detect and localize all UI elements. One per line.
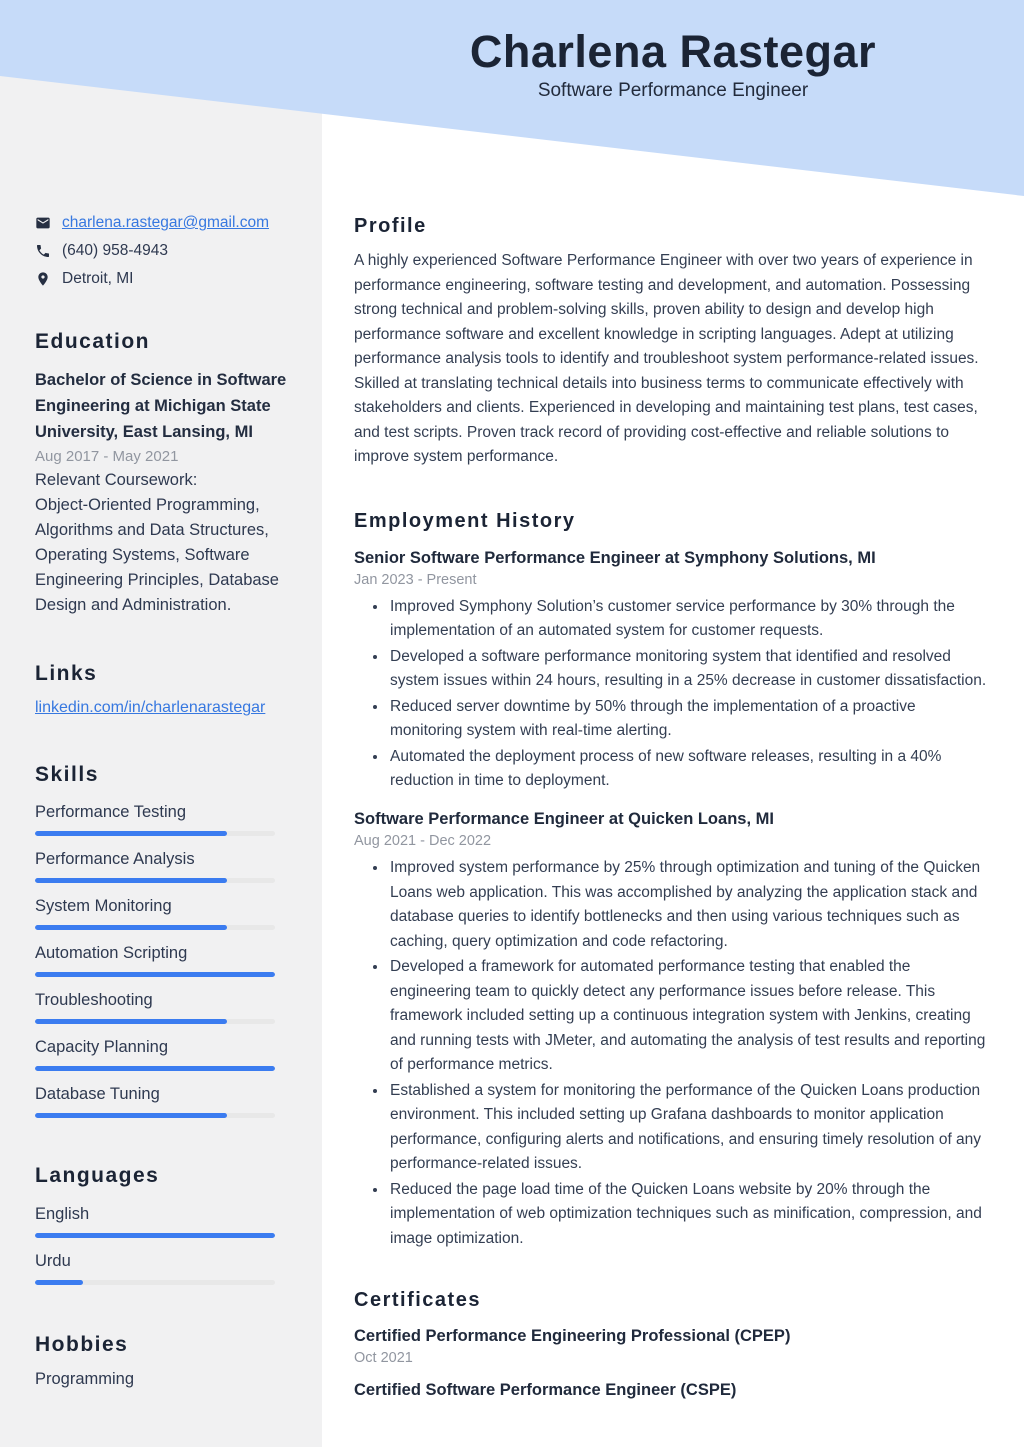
job-bullet: • Developed a framework for automated performance testing that enabled the engineering team to quickly detect any performance issues before release. This framework included setting up a continuous integration system with Jenkins, creating and running tests with JMeter, and automating the analysis of test results and reporting of performance metrics.: [388, 954, 991, 1078]
certificate-entry: [354, 1379, 991, 1401]
job-title: Senior Software Performance Engineer at Symphony Solutions, MI: [354, 548, 876, 567]
links-section: [35, 662, 291, 717]
certificate-title: Certified Software Performance Engineer (CSPE): [354, 1381, 737, 1400]
job-bullet: • Automated the deployment process of new software releases, resulting in a 40% reduction in time to deployment.: [388, 744, 991, 794]
skill-bar: [35, 925, 275, 930]
skill-label: Troubleshooting: [35, 991, 153, 1010]
contact-location-row: [35, 270, 291, 288]
skill-label: Capacity Planning: [35, 1038, 168, 1057]
skill-bar-fill: [35, 1066, 275, 1071]
job-bullet: • Improved Symphony Solution’s customer service performance by 30% through the implementation of an automated system for customer requests.: [388, 594, 991, 644]
education-section: [35, 330, 291, 618]
skill-bar: [35, 972, 275, 977]
job-bullet-list: [354, 594, 991, 794]
person-name: Charlena Rastegar: [469, 26, 877, 77]
location-text: Detroit, MI: [62, 270, 134, 287]
hobbies-heading: Hobbies: [35, 1332, 129, 1356]
skill-bar: [35, 1113, 275, 1118]
skill-bar-fill: [35, 972, 275, 977]
certificate-entry: [354, 1325, 991, 1366]
job-entry: [354, 547, 991, 794]
skill-bar-fill: [35, 878, 227, 883]
job-bullet: • Developed a software performance monitoring system that identified and resolved system issues within 24 hours, resulting in a 25% decrease in customer dissatisfaction.: [388, 644, 991, 694]
phone-number: (640) 958-4943: [62, 242, 168, 259]
skill-label: Database Tuning: [35, 1085, 160, 1104]
skill-bar: [35, 831, 275, 836]
education-heading: Education: [35, 330, 151, 353]
language-item: [35, 1205, 291, 1238]
education-degree: Bachelor of Science in Software Engineering at Michigan State University, East Lansing, MI: [35, 371, 287, 442]
job-entry: [354, 808, 991, 1251]
profile-heading: Profile: [354, 215, 427, 237]
language-label: Urdu: [35, 1251, 71, 1270]
job-bullet: • Improved system performance by 25% through optimization and tuning of the Quicken Loans web application. This was accomplished by analyzing the application stack and database queries to identify bottlenecks and then using various techniques such as caching, query optimization and code refactoring.: [388, 855, 991, 954]
linkedin-link[interactable]: linkedin.com/in/charlenarastegar: [35, 699, 266, 717]
skill-item: [35, 944, 291, 977]
job-bullet: • Reduced the page load time of the Quicken Loans website by 20% through the implementation of web optimization techniques such as minification, compression, and image optimization.: [388, 1177, 991, 1252]
certificates-heading: Certificates: [354, 1289, 481, 1312]
hobby-text: Programming: [35, 1369, 135, 1388]
languages-heading: Languages: [35, 1164, 160, 1188]
education-dates: Aug 2017 - May 2021: [35, 448, 179, 466]
skill-label: System Monitoring: [35, 897, 172, 916]
skill-item: [35, 850, 291, 883]
skill-bar-fill: [35, 925, 227, 930]
location-pin-icon: [35, 271, 51, 287]
resume-header: [322, 26, 1024, 102]
email-link[interactable]: charlena.rastegar@gmail.com: [62, 214, 269, 231]
employment-heading: Employment History: [354, 509, 576, 532]
skill-item: [35, 991, 291, 1024]
languages-section: [35, 1164, 291, 1284]
profile-text: A highly experienced Software Performance Engineer with over two years of experience in performance engineering, software testing and development, and automation. Possessing strong technical and problem-solving skills, proven ability to design and develop high performance software and excellent knowledge in scripting languages. Adept at utilizing performance analysis tools to identify and troubleshoot system performance-related issues. Skilled at translating technical details into business terms to communicate effectively with stakeholders and clients. Experienced in developing and maintaining test plans, test cases, and test scripts. Proven track record of providing cost-effective and reliable solutions to improve system performance.: [354, 252, 979, 465]
links-heading: Links: [35, 662, 98, 686]
language-bar-fill: [35, 1280, 83, 1285]
skill-item: [35, 1085, 291, 1118]
skill-label: Performance Testing: [35, 803, 187, 822]
language-bar: [35, 1233, 275, 1238]
education-coursework: [35, 468, 291, 618]
sidebar: [35, 214, 291, 1389]
employment-section: [354, 509, 991, 1252]
skills-heading: Skills: [35, 763, 99, 787]
job-dates: Aug 2021 - Dec 2022: [354, 833, 492, 850]
language-label: English: [35, 1204, 90, 1223]
hobbies-section: [35, 1333, 291, 1389]
profile-section: [354, 214, 991, 470]
contact-phone-row: [35, 242, 291, 260]
job-title: Software Performance Engineer at Quicken Loans, MI: [354, 809, 774, 828]
language-item: [35, 1252, 291, 1285]
skill-label: Performance Analysis: [35, 850, 195, 869]
skills-section: [35, 763, 291, 1118]
skill-bar-fill: [35, 1113, 227, 1118]
job-bullet-list: [354, 855, 991, 1251]
skill-item: [35, 1038, 291, 1071]
skill-bar-fill: [35, 1019, 227, 1024]
job-bullet: • Established a system for monitoring the performance of the Quicken Loans production environment. This included setting up Grafana dashboards to monitor application performance, configuring alerts and notifications, and ensuring timely resolution of any performance-related issues.: [388, 1078, 991, 1177]
job-dates: Jan 2023 - Present: [354, 571, 477, 588]
skill-bar-fill: [35, 831, 227, 836]
skill-bar: [35, 878, 275, 883]
envelope-icon: [35, 215, 51, 231]
certificate-title: Certified Performance Engineering Professional (CPEP): [354, 1327, 791, 1346]
contact-email-row: [35, 214, 291, 232]
certificate-date: Oct 2021: [354, 1350, 413, 1367]
person-job-title: Software Performance Engineer: [537, 79, 809, 101]
skill-item: [35, 897, 291, 930]
coursework-label: Relevant Coursework:: [35, 471, 198, 490]
language-bar: [35, 1280, 275, 1285]
main-content: [354, 214, 991, 1402]
skill-item: [35, 803, 291, 836]
coursework-list: Object-Oriented Programming, Algorithms and Data Structures, Operating Systems, Software Engineering Principles, Database Design and Administration.: [35, 496, 279, 615]
certificates-section: [354, 1288, 991, 1402]
skill-bar: [35, 1066, 275, 1071]
language-bar-fill: [35, 1233, 275, 1238]
job-bullet: • Reduced server downtime by 50% through the implementation of a proactive monitoring system with real-time alerting.: [388, 694, 991, 744]
skill-bar: [35, 1019, 275, 1024]
skill-label: Automation Scripting: [35, 944, 188, 963]
phone-icon: [35, 243, 51, 259]
